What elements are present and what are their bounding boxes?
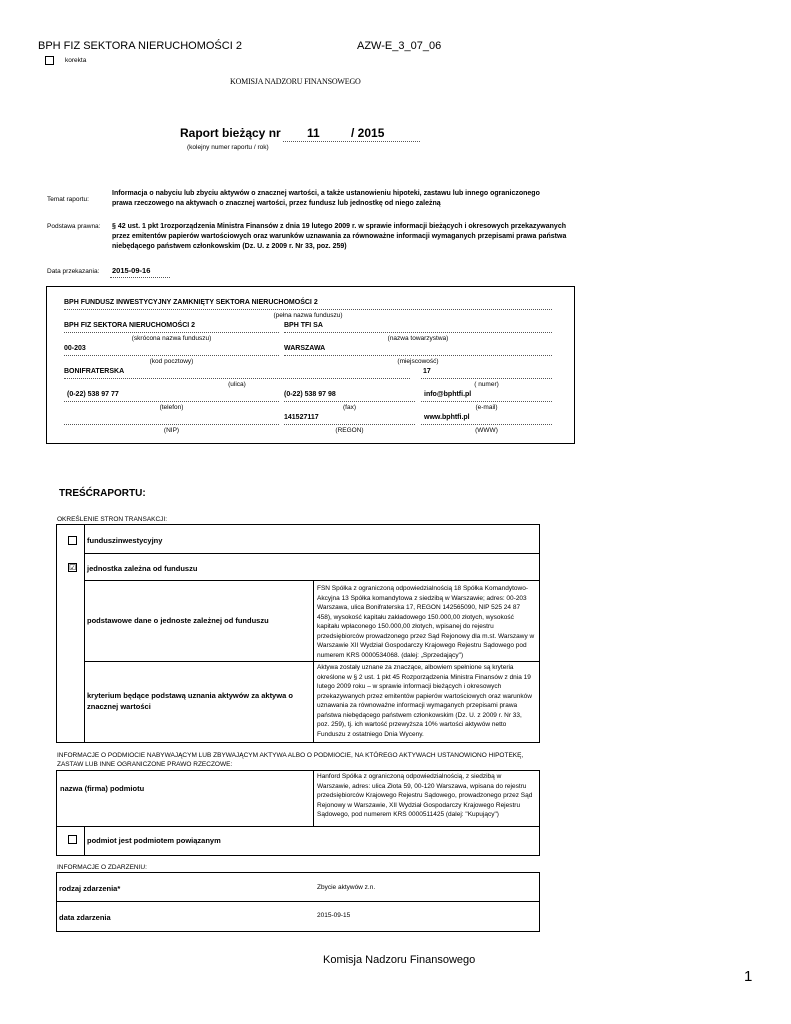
street: BONIFRATERSKA xyxy=(64,368,125,375)
event-type-value: Zbycie aktywów z.n. xyxy=(317,884,376,891)
topic-text: Informacja o nabyciu lub zbyciu aktywów o znacznej wartości, a także ustanowieniu hipoteki, zastawu lub innego ograniczonego prawa rzeczowego na aktywach o znacznej wartości, przez fundusz lub jednostkę od niego zależną xyxy=(112,190,540,207)
row-event-type-label: rodzaj zdarzenia* xyxy=(59,884,121,893)
subsidiary-checkbox[interactable]: ☑ xyxy=(69,563,77,572)
footer-commission: Komisja Nadzoru Finansowego xyxy=(323,954,476,966)
content-heading: TREŚĆRAPORTU: xyxy=(59,488,146,499)
www: www.bphtfi.pl xyxy=(424,414,470,421)
acquirer-label: INFORMACJE O PODMIOCIE NABYWAJĄCYM LUB ZBYWAJĄCYM AKTYWA ALBO O PODMIOCIE, NA KTÓREGO AKTYWACH USTANOWIONO HIPOTEKĘ, ZASTAW LUB INNE OGRANICZONE PRAWO RZECZOWE: xyxy=(57,752,524,768)
entity-name-text: Hanford Spółka z ograniczoną odpowiedzialnością, z siedzibą w Warszawie, adres: ulica Złota 59, 00-120 Warszawa, wpisana do rejestru przedsiębiorców Krajowego Rejestru Sądowego, prowadzonego przez Sąd Rejonowy w Warszawie, XII Wydział Gospodarczy Krajowego Rejestru Sądowego, pod numerem KRS 0000511425 (dalej: "Kupujący") xyxy=(317,773,533,818)
row-entity-name-label: nazwa (firma) podmiotu xyxy=(60,784,145,793)
criterion-text: Aktywa zostały uznane za znaczące, albowiem spełnione są kryteria określone w § 2 ust. 1 pkt 45 Rozporządzenia Ministra Finansów z dnia 19 lutego 2009 roku – w sprawie informacji bieżących i okresowych przekazywanych przez emitentów papierów wartościowych oraz warunków uznawania za równoważne informacji wymaganych przepisami prawa państwa niebędącego państwem członkowskim (Dz. U. z 2009 r. Nr 33, poz. 259), tj. ich wartość przewyższa 10% wartości aktywów netto Funduszu z ostatniego Dnia Wyceny. xyxy=(317,664,532,738)
city: WARSZAWA xyxy=(284,345,326,352)
date-label: Data przekazania: xyxy=(47,268,100,275)
korekta-checkbox[interactable] xyxy=(45,56,54,65)
email: info@bphtfi.pl xyxy=(424,391,472,398)
event-label: INFORMACJE O ZDARZENIU: xyxy=(57,864,147,871)
basic-data-text: FSN Spółka z ograniczoną odpowiedzialnością 18 Spółka Komandytowo-Akcyjna 13 Spółka komandytowa z siedzibą w Warszawie; adres: 00-203 Warszawa, ulica Bonifraterska 17, REGON 142565090, NIP 525 24 87 458), wysokość kapitału zakładowego 150.000,00 złotych, wysokość kapitału wpłaconego 150.000,00 złotych, wpisanej do rejestru przedsiębiorców prowadzonego przez Sąd Rejonowy dla m.st. Warszawy w Warszawie XII Wydział Gospodarczy Krajowego Rejestru Sądowego pod numerem KRS 0000534068. (dalej: „Sprzedający") xyxy=(317,585,535,659)
fund-short-name-value: BPH FIZ SEKTORA NIERUCHOMOŚCI 2 xyxy=(64,322,196,329)
row-criterion-label: kryterium będące podstawą uznania aktywów za aktywa o znacznej wartości xyxy=(87,691,293,711)
event-table xyxy=(56,872,540,932)
row-event-date-label: data zdarzenia xyxy=(59,913,111,922)
regon: 141527117 xyxy=(284,414,319,421)
postal-code: 00-203 xyxy=(64,345,86,352)
korekta-label: korekta xyxy=(65,57,87,64)
fund-checkbox[interactable] xyxy=(68,536,77,545)
form-code: AZW-E_3_07_06 xyxy=(357,40,442,52)
report-year: / 2015 xyxy=(351,126,385,140)
report-title: Raport bieżący nr xyxy=(180,126,281,140)
page-number: 1 xyxy=(744,968,753,985)
commission-header: KOMISJA NADZORU FINANSOWEGO xyxy=(230,77,361,86)
report-number: 11 xyxy=(307,126,320,140)
fax: (0-22) 538 97 98 xyxy=(284,391,336,398)
phone: (0-22) 538 97 77 xyxy=(67,391,119,398)
event-date-value: 2015-09-15 xyxy=(317,912,351,919)
fund-short-name: BPH FIZ SEKTORA NIERUCHOMOŚCI 2 xyxy=(38,40,242,52)
company-name: BPH TFI SA xyxy=(284,322,323,329)
date-value: 2015-09-16 xyxy=(112,266,151,275)
fund-info-box: BPH FUNDUSZ INWESTYCYJNY ZAMKNIĘTY SEKTORA NIERUCHOMOŚCI 2 (pełna nazwa funduszu) BPH FIZ SEKTORA NIERUCHOMOŚCI 2 BPH TFI SA (skrócona nazwa funduszu) (nazwa towarzystwa) 00-203 WARSZAWA (kod pocztowy) (miejscowość) BONIFRATERSKA 17 (ulica) ( numer) (0-22) 538 97 77 (0-22) 538 97 98 info@bphtfi.pl (telefon) (fax) (e-mail) 141527117 www.bphtfi.pl (NIP) (REGON) (WWW) xyxy=(46,286,575,444)
parties-label: OKREŚLENIE STRON TRANSAKCJI: xyxy=(57,516,168,523)
acquirer-table xyxy=(56,770,540,856)
parties-table xyxy=(56,524,540,743)
topic-label: Temat raportu: xyxy=(47,196,89,203)
row-related-label: podmiot jest podmiotem powiązanym xyxy=(87,836,221,845)
related-entity-checkbox[interactable] xyxy=(68,835,77,844)
report-number-hint: (kolejny numer raportu / rok) xyxy=(187,144,269,151)
legal-basis-text: § 42 ust. 1 pkt 1rozporządzenia Ministra Finansów z dnia 19 lutego 2009 r. w sprawie informacji bieżących i okresowych przekazywanych przez emitentów papierów wartościowych oraz warunków uznawania za równoważne informacji wymaganych przepisami prawa państwa niebędącego państwem członkowskim (Dz. U. z 2009 r. Nr 33, poz. 259) xyxy=(112,223,567,250)
street-number: 17 xyxy=(423,368,431,375)
row-subsidiary-label: jednostka zależna od funduszu xyxy=(87,564,198,573)
fund-full-name: BPH FUNDUSZ INWESTYCYJNY ZAMKNIĘTY SEKTORA NIERUCHOMOŚCI 2 xyxy=(64,299,318,306)
row-fund-label: funduszinwestycyjny xyxy=(87,536,163,545)
legal-basis-label: Podstawa prawna: xyxy=(47,223,101,230)
row-basic-data-label: podstawowe dane o jednoste zależnej od funduszu xyxy=(87,616,269,625)
